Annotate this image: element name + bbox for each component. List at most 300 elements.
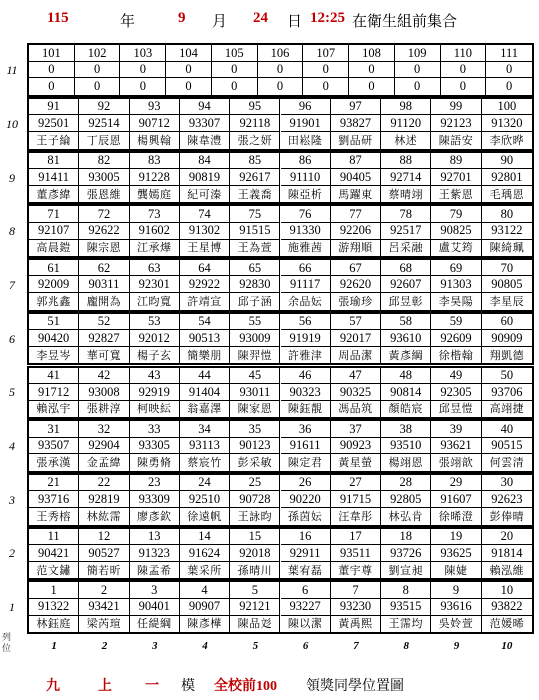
student-id: 91602 <box>130 223 180 240</box>
seat-number: 52 <box>79 314 129 330</box>
row-label: 4 <box>9 439 15 454</box>
student-name: 呂采融 <box>381 240 431 256</box>
student-name: 徐楷翰 <box>431 347 481 363</box>
row-label: 8 <box>9 224 15 239</box>
student-id: 91611 <box>281 438 331 455</box>
student-name: 陳宗恩 <box>79 240 129 256</box>
student-name: 梁芮瑄 <box>79 616 129 632</box>
student-name: 賴泓維 <box>489 563 525 577</box>
student-id: 91411 <box>29 169 79 186</box>
header-month: 9 <box>178 10 186 26</box>
student-id: 92305 <box>431 384 481 401</box>
student-name: 董彥緯 <box>29 186 79 202</box>
seat-number: 85 <box>230 153 280 169</box>
student-id: 92714 <box>381 169 431 186</box>
row-label: 1 <box>9 600 15 615</box>
student-name: 陳定君 <box>281 454 331 470</box>
student-name: 邱子涵 <box>230 293 280 309</box>
student-id: 92819 <box>79 491 129 508</box>
student-name: 王義喬 <box>230 186 280 202</box>
student-name: 葉采所 <box>180 562 230 578</box>
student-id: 0 <box>303 78 349 95</box>
page-footer <box>0 675 539 695</box>
seat-number: 92 <box>79 99 129 115</box>
seat-number: 3 <box>130 582 180 598</box>
student-name: 陳品彣 <box>230 616 280 632</box>
student-name: 陳孟希 <box>130 562 180 578</box>
student-id: 92911 <box>281 545 331 562</box>
seat-number: 58 <box>381 314 431 330</box>
student-id: 91120 <box>381 115 431 132</box>
student-id: 93307 <box>180 115 230 132</box>
seat-number: 67 <box>331 260 381 276</box>
seat-number: 77 <box>331 206 381 222</box>
seat-number: 74 <box>180 206 230 222</box>
seat-number: 109 <box>395 45 441 62</box>
student-id: 90220 <box>281 491 331 508</box>
student-name: 張翊歆 <box>431 454 481 470</box>
student-id: 92622 <box>79 223 129 240</box>
student-id: 93515 <box>381 599 431 616</box>
student-name: 盧艾筠 <box>431 240 481 256</box>
student-id: 91322 <box>29 599 79 616</box>
seat-number: 19 <box>431 529 481 545</box>
student-id: 92301 <box>130 276 180 293</box>
seat-number: 110 <box>441 45 487 62</box>
seat-number: 107 <box>303 45 349 62</box>
student-id: 0 <box>258 62 304 79</box>
student-name: 高晨鎧 <box>29 240 79 256</box>
student-id: 91110 <box>281 169 331 186</box>
seat-number: 96 <box>281 99 331 115</box>
student-name: 王星博 <box>180 240 230 256</box>
student-id: 91323 <box>130 545 180 562</box>
student-id: 0 <box>75 78 121 95</box>
student-name: 黃彥綱 <box>381 347 431 363</box>
student-name: 顏皓宸 <box>381 401 431 417</box>
student-id: 92607 <box>381 276 431 293</box>
row-label: 2 <box>9 546 15 561</box>
seat-number: 104 <box>166 45 212 62</box>
student-id: 91715 <box>331 491 381 508</box>
student-id: 90825 <box>431 223 481 240</box>
student-name: 徐遠帆 <box>180 508 230 524</box>
seat-row-6 <box>27 312 534 366</box>
student-name: 陳鈺靚 <box>281 401 331 417</box>
student-id: 90311 <box>79 276 129 293</box>
student-id: 0 <box>29 62 75 79</box>
seat-number: 30 <box>482 475 532 491</box>
seat-number: 69 <box>431 260 481 276</box>
seat-number: 43 <box>130 368 180 384</box>
student-name: 徐晞澄 <box>431 508 481 524</box>
student-name: 王秀榕 <box>29 508 79 524</box>
student-name: 施雅茜 <box>281 240 331 256</box>
student-id: 92623 <box>482 491 532 508</box>
student-name: 陳綺珮 <box>489 241 525 255</box>
seat-number: 75 <box>230 206 280 222</box>
student-name: 陳羿愷 <box>230 347 280 363</box>
footer-term: 上 <box>98 679 112 694</box>
student-id: 0 <box>212 62 258 79</box>
student-id: 92801 <box>482 169 532 186</box>
seat-number: 5 <box>230 582 280 598</box>
student-id: 92107 <box>29 223 79 240</box>
student-name: 高翊捷 <box>489 402 525 416</box>
student-id: 91320 <box>482 115 532 132</box>
seat-number: 38 <box>381 421 431 437</box>
student-name: 張承漢 <box>29 454 79 470</box>
seat-number: 63 <box>130 260 180 276</box>
student-name: 李昊陽 <box>431 293 481 309</box>
seat-number: 60 <box>482 314 532 330</box>
seat-number: 73 <box>130 206 180 222</box>
row-label: 6 <box>9 331 15 346</box>
student-id: 93507 <box>29 438 79 455</box>
student-id: 90123 <box>230 438 280 455</box>
seat-number: 65 <box>230 260 280 276</box>
seat-number: 90 <box>482 153 532 169</box>
seat-number: 68 <box>381 260 431 276</box>
seat-number: 49 <box>431 368 481 384</box>
student-name: 彭俸晴 <box>489 509 525 523</box>
student-id: 93827 <box>331 115 381 132</box>
student-id: 90909 <box>482 330 532 347</box>
seat-number: 103 <box>120 45 166 62</box>
seat-number: 100 <box>482 99 532 115</box>
seat-number: 14 <box>180 529 230 545</box>
student-id: 93716 <box>29 491 79 508</box>
student-id: 93113 <box>180 438 230 455</box>
row-label: 9 <box>9 170 15 185</box>
seat-number: 45 <box>230 368 280 384</box>
student-id: 0 <box>303 62 349 79</box>
footer-exam: 一 <box>145 679 159 694</box>
student-name: 何雲清 <box>489 456 525 470</box>
seat-number: 22 <box>79 475 129 491</box>
student-name: 張恩維 <box>79 186 129 202</box>
student-id: 0 <box>395 78 441 95</box>
seat-number: 54 <box>180 314 230 330</box>
student-id: 93122 <box>482 223 532 240</box>
seat-number: 105 <box>212 45 258 62</box>
student-id: 92805 <box>381 491 431 508</box>
row-label: 10 <box>6 116 18 131</box>
student-id: 91712 <box>29 384 79 401</box>
student-name: 余品妘 <box>281 293 331 309</box>
seat-number: 56 <box>281 314 331 330</box>
student-id: 90323 <box>281 384 331 401</box>
column-label: 7 <box>353 640 359 652</box>
student-id: 92009 <box>29 276 79 293</box>
student-name: 田崧隆 <box>281 132 331 148</box>
student-name: 馬躍東 <box>331 186 381 202</box>
seat-number: 46 <box>281 368 331 384</box>
student-name: 江承燁 <box>130 240 180 256</box>
seat-number: 9 <box>431 582 481 598</box>
seat-number: 86 <box>281 153 331 169</box>
student-id: 93005 <box>79 169 129 186</box>
seat-number: 17 <box>331 529 381 545</box>
student-name: 周品潔 <box>331 347 381 363</box>
student-id: 93421 <box>79 599 129 616</box>
seat-row-11 <box>27 43 534 97</box>
footer-grade: 九 <box>46 679 60 694</box>
seat-number: 42 <box>79 368 129 384</box>
student-name: 丁辰恩 <box>79 132 129 148</box>
seat-number: 102 <box>75 45 121 62</box>
student-id: 0 <box>120 62 166 79</box>
student-id: 91901 <box>281 115 331 132</box>
column-label: 10 <box>501 640 513 652</box>
seat-number: 37 <box>331 421 381 437</box>
student-name: 王詠昀 <box>230 508 280 524</box>
student-name: 毛瑀恩 <box>489 187 525 201</box>
student-id: 92121 <box>230 599 280 616</box>
footer-rank: 全校前100 <box>214 679 277 694</box>
seat-row-10 <box>27 97 534 151</box>
student-id: 90513 <box>180 330 230 347</box>
student-id: 93008 <box>79 384 129 401</box>
student-id: 90420 <box>29 330 79 347</box>
student-id: 90805 <box>482 276 532 293</box>
student-id: 91117 <box>281 276 331 293</box>
student-id: 90712 <box>130 115 180 132</box>
student-name: 吳姈萱 <box>431 616 481 632</box>
column-label: 9 <box>453 640 460 652</box>
student-name: 范媛晞 <box>489 617 525 631</box>
corner-row-label: 列 <box>2 633 12 643</box>
header-day: 24 <box>253 10 268 26</box>
row-label: 3 <box>9 492 15 507</box>
seat-number: 111 <box>486 45 532 62</box>
student-name: 陳彥樺 <box>180 616 230 632</box>
seat-number: 66 <box>281 260 331 276</box>
student-name: 林紘霈 <box>79 508 129 524</box>
column-label: 8 <box>403 640 409 652</box>
student-name: 陳語安 <box>431 132 481 148</box>
student-id: 92609 <box>431 330 481 347</box>
row-label: 5 <box>9 385 15 400</box>
page-header <box>0 10 539 32</box>
student-name: 孫茵妘 <box>281 508 331 524</box>
student-name: 范文鏽 <box>29 562 79 578</box>
seat-number: 28 <box>381 475 431 491</box>
student-id: 93822 <box>482 599 532 616</box>
seat-number: 6 <box>281 582 331 598</box>
student-id: 92018 <box>230 545 280 562</box>
seat-number: 108 <box>349 45 395 62</box>
seat-row-9 <box>27 151 534 205</box>
seat-number: 95 <box>230 99 280 115</box>
student-id: 92517 <box>381 223 431 240</box>
seat-number: 47 <box>331 368 381 384</box>
seat-number: 7 <box>331 582 381 598</box>
student-name: 董宇尊 <box>331 562 381 578</box>
student-id: 90728 <box>230 491 280 508</box>
seat-number: 25 <box>230 475 280 491</box>
corner-label <box>2 633 11 655</box>
header-day-unit: 日 <box>287 14 303 30</box>
seat-number: 51 <box>29 314 79 330</box>
student-name: 王為萱 <box>230 240 280 256</box>
seat-number: 4 <box>180 582 230 598</box>
seat-number: 8 <box>381 582 431 598</box>
student-name: 翔凱德 <box>489 348 525 362</box>
seat-number: 101 <box>29 45 75 62</box>
seat-number: 55 <box>230 314 280 330</box>
seat-number: 57 <box>331 314 381 330</box>
seat-number: 62 <box>79 260 129 276</box>
student-id: 0 <box>506 79 513 94</box>
student-id: 92620 <box>331 276 381 293</box>
seating-grid <box>27 43 534 634</box>
student-name: 王子綸 <box>29 132 79 148</box>
student-name: 江昀寬 <box>130 293 180 309</box>
student-id: 92617 <box>230 169 280 186</box>
seat-number: 1 <box>29 582 79 598</box>
student-name: 彭采敏 <box>230 454 280 470</box>
student-id: 0 <box>395 62 441 79</box>
seat-row-2 <box>27 527 534 581</box>
seat-number: 36 <box>281 421 331 437</box>
seat-number: 81 <box>29 153 79 169</box>
student-name: 黃禹熙 <box>331 616 381 632</box>
student-name: 劉宣昶 <box>381 562 431 578</box>
student-id: 0 <box>441 62 487 79</box>
seat-number: 70 <box>482 260 532 276</box>
student-id: 91515 <box>230 223 280 240</box>
seat-number: 94 <box>180 99 230 115</box>
student-name: 蔡宸竹 <box>180 454 230 470</box>
student-id: 91330 <box>281 223 331 240</box>
student-id: 92514 <box>79 115 129 132</box>
student-id: 91303 <box>431 276 481 293</box>
student-name: 林弘肯 <box>381 508 431 524</box>
seat-number: 106 <box>258 45 304 62</box>
student-id: 0 <box>258 78 304 95</box>
column-label: 6 <box>302 640 309 652</box>
student-name: 柯映紜 <box>130 401 180 417</box>
student-id: 91607 <box>431 491 481 508</box>
student-name: 陳家恩 <box>230 401 280 417</box>
seat-number: 12 <box>79 529 129 545</box>
student-id: 90819 <box>180 169 230 186</box>
student-name: 黃星螢 <box>331 454 381 470</box>
student-id: 90923 <box>331 438 381 455</box>
seat-number: 41 <box>29 368 79 384</box>
student-name: 陳韋澧 <box>180 132 230 148</box>
student-name: 李星辰 <box>489 295 525 309</box>
seat-number: 16 <box>281 529 331 545</box>
student-id: 90527 <box>79 545 129 562</box>
seat-row-3 <box>27 473 534 527</box>
student-id: 90421 <box>29 545 79 562</box>
seat-number: 79 <box>431 206 481 222</box>
seat-number: 84 <box>180 153 230 169</box>
student-name: 許雅津 <box>281 347 331 363</box>
seat-number: 98 <box>381 99 431 115</box>
student-name: 蔡晴翊 <box>381 186 431 202</box>
student-name: 許靖宣 <box>180 293 230 309</box>
seat-number: 89 <box>431 153 481 169</box>
header-time: 12:25 <box>310 10 345 26</box>
seat-number: 64 <box>180 260 230 276</box>
student-id: 93309 <box>130 491 180 508</box>
seat-number: 78 <box>381 206 431 222</box>
seat-number: 50 <box>482 368 532 384</box>
student-id: 90325 <box>331 384 381 401</box>
student-id: 0 <box>349 78 395 95</box>
student-name: 劉品研 <box>331 132 381 148</box>
student-name: 翁嘉澤 <box>180 401 230 417</box>
student-name: 楊翊恩 <box>381 454 431 470</box>
student-id: 92012 <box>130 330 180 347</box>
seat-row-4 <box>27 419 534 473</box>
header-month-unit: 月 <box>212 14 228 30</box>
seat-number: 29 <box>431 475 481 491</box>
seat-number: 18 <box>381 529 431 545</box>
student-name: 張之妍 <box>230 132 280 148</box>
student-id: 91302 <box>180 223 230 240</box>
footer-exam-unit: 模 <box>181 679 195 694</box>
seat-number: 21 <box>29 475 79 491</box>
seat-number: 99 <box>431 99 481 115</box>
student-id: 93706 <box>482 384 532 401</box>
seat-number: 15 <box>230 529 280 545</box>
seat-number: 34 <box>180 421 230 437</box>
seat-number: 40 <box>482 421 532 437</box>
seat-number: 53 <box>130 314 180 330</box>
student-name: 李昱岑 <box>29 347 79 363</box>
student-name: 王紫恩 <box>431 186 481 202</box>
seat-number: 93 <box>130 99 180 115</box>
student-name: 任緹綱 <box>130 616 180 632</box>
student-name: 張耕淳 <box>79 401 129 417</box>
student-id: 91814 <box>482 545 532 562</box>
student-id: 91919 <box>281 330 331 347</box>
seat-number: 82 <box>79 153 129 169</box>
student-id: 92118 <box>230 115 280 132</box>
student-id: 92017 <box>331 330 381 347</box>
student-id: 91624 <box>180 545 230 562</box>
student-id: 0 <box>166 62 212 79</box>
seat-number: 20 <box>482 529 532 545</box>
student-id: 92206 <box>331 223 381 240</box>
student-name: 葉宥磊 <box>281 562 331 578</box>
student-id: 93009 <box>230 330 280 347</box>
student-id: 93510 <box>381 438 431 455</box>
column-label: 2 <box>101 640 108 652</box>
student-id: 93726 <box>381 545 431 562</box>
seat-number: 26 <box>281 475 331 491</box>
header-year-unit: 年 <box>120 14 136 30</box>
student-id: 0 <box>349 62 395 79</box>
seat-number: 61 <box>29 260 79 276</box>
seat-number: 97 <box>331 99 381 115</box>
student-name: 紀可溱 <box>180 186 230 202</box>
seat-number: 24 <box>180 475 230 491</box>
seat-row-5 <box>27 366 534 420</box>
student-id: 92510 <box>180 491 230 508</box>
student-name: 邱昱彰 <box>381 293 431 309</box>
student-name: 賴泓宇 <box>29 401 79 417</box>
student-name: 林述 <box>381 132 431 148</box>
seat-number: 11 <box>29 529 79 545</box>
seat-number: 13 <box>130 529 180 545</box>
student-name: 簡樂朋 <box>180 347 230 363</box>
student-id: 91404 <box>180 384 230 401</box>
